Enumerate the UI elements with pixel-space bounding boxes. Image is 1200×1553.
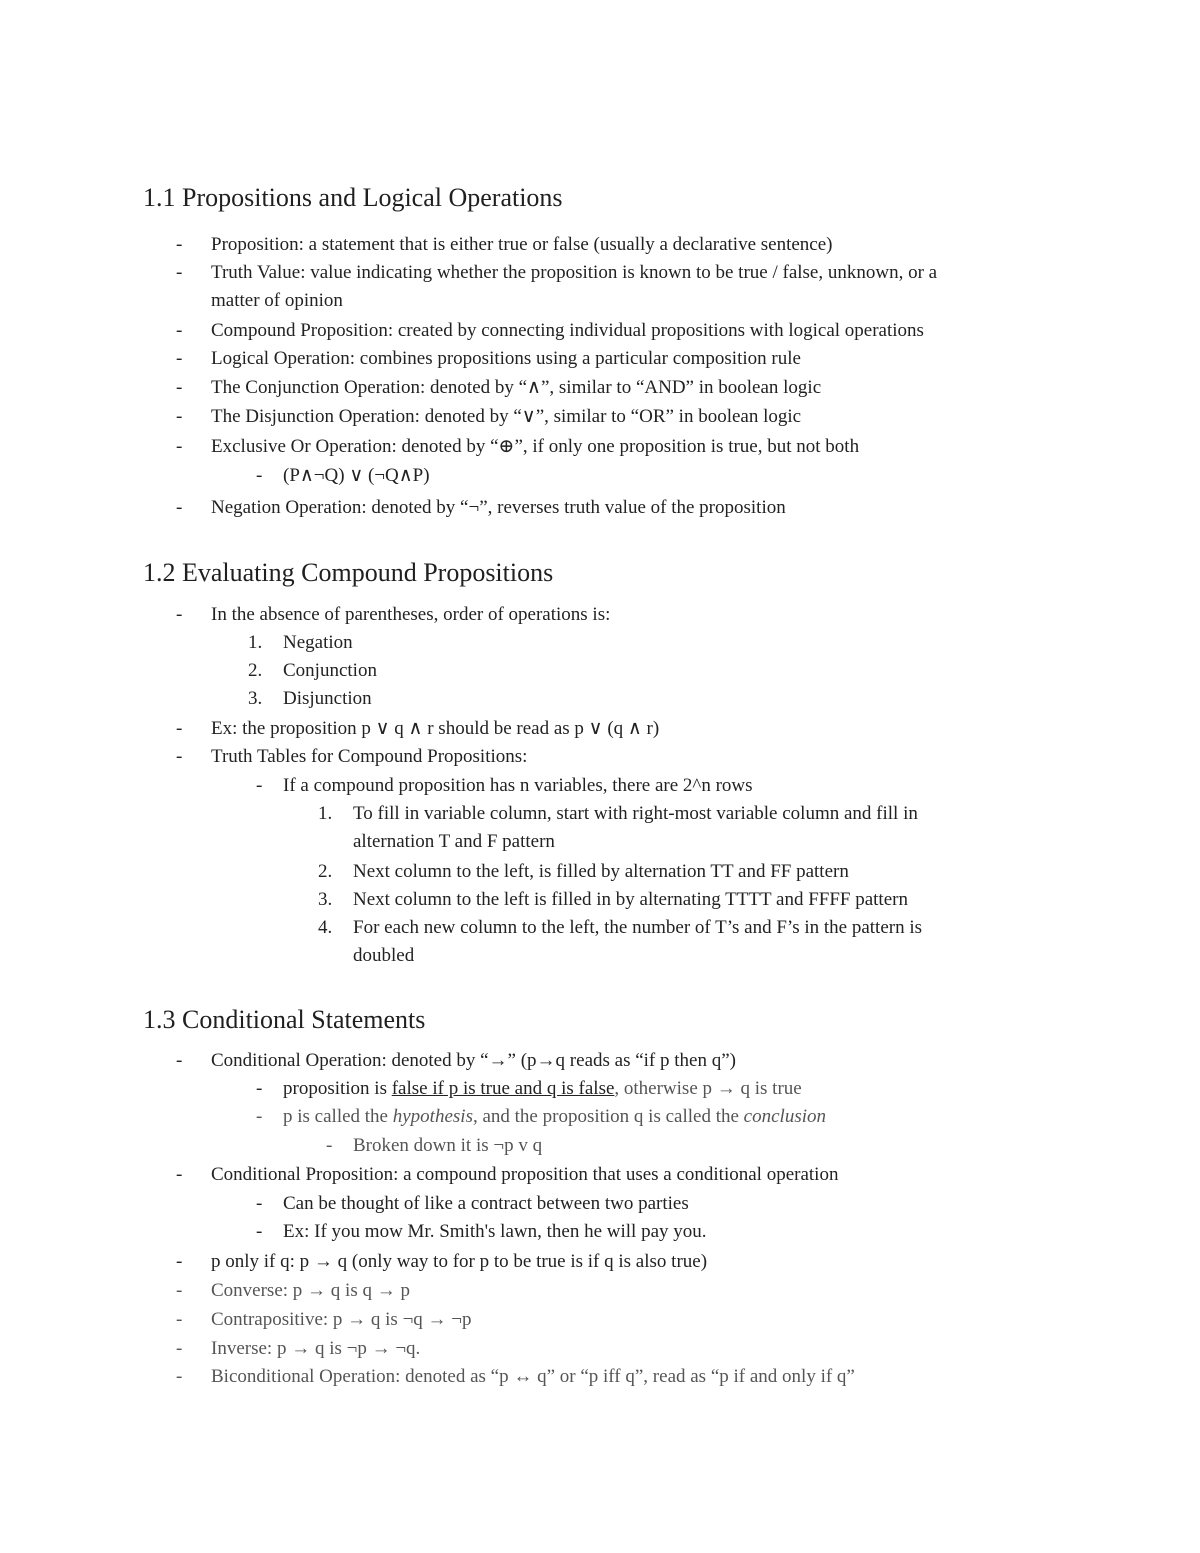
bullet-dash: - [256,1193,263,1214]
list-item-truth-value-cont: matter of opinion [211,290,343,311]
bullet-dash: - [176,1366,183,1387]
bullet-dash: - [176,377,183,398]
bullet-dash: - [176,348,183,369]
ordered-item-conjunction: Conjunction [283,660,377,681]
list-item-logical-operation: Logical Operation: combines propositions using a particular composition rule [211,348,801,369]
ordered-number: 2. [248,660,263,681]
list-item-truth-tables: Truth Tables for Compound Propositions: [211,746,528,767]
bullet-dash: - [176,746,183,767]
underlined-text: false if p is true and q is false [391,1078,615,1099]
ordered-item-next-column: Next column to the left, is filled by alternation TT and FF pattern [353,861,849,882]
list-item-contract: Can be thought of like a contract between two parties [283,1193,689,1214]
list-item-xor-formula: (P∧¬Q) ∨ (¬Q∧P) [283,465,430,486]
bullet-dash: - [176,718,183,739]
bullet-dash: - [256,775,263,796]
ordered-number: 1. [318,803,333,824]
bullet-dash: - [176,320,183,341]
ordered-item-doubled: For each new column to the left, the number of T’s and F’s in the pattern is [353,917,922,938]
list-item-contrapositive: Contrapositive: p → q is ¬q → ¬p [211,1309,472,1330]
bullet-dash: - [176,436,183,457]
list-item-proposition: Proposition: a statement that is either true or false (usually a declarative sentence) [211,234,833,255]
list-item-conditional-operation: Conditional Operation: denoted by “→” (p→q reads as “if p then q”) [211,1050,736,1071]
list-item-only-if: p only if q: p → q (only way to for p to be true is if q is also true) [211,1251,708,1272]
list-item-converse: Converse: p → q is q → p [211,1280,410,1301]
section-heading-1-2: 1.2 Evaluating Compound Propositions [143,558,554,587]
list-item-exclusive-or: Exclusive Or Operation: denoted by “⊕”, if only one proposition is true, but not both [211,436,860,457]
bullet-dash: - [256,1106,263,1127]
ordered-number: 3. [248,688,263,709]
bullet-dash: - [176,1280,183,1301]
list-item-negation: Negation Operation: denoted by “¬”, reverses truth value of the proposition [211,497,786,518]
ordered-number: 1. [248,632,263,653]
list-item-rows: If a compound proposition has n variables, there are 2^n rows [283,775,753,796]
bullet-dash: - [176,497,183,518]
ordered-item-negation: Negation [283,632,353,653]
list-item-lawn-example: Ex: If you mow Mr. Smith's lawn, then he will pay you. [283,1221,707,1242]
list-item-biconditional: Biconditional Operation: denoted as “p ↔ q” or “p iff q”, read as “p if and only if q” [211,1366,855,1387]
bullet-dash: - [256,465,263,486]
bullet-dash: - [256,1078,263,1099]
bullet-dash: - [176,1338,183,1359]
ordered-item-next-column-2: Next column to the left is filled in by alternating TTTT and FFFF pattern [353,889,908,910]
bullet-dash: - [176,406,183,427]
text-segment: p is called the [283,1106,393,1127]
text-segment: , otherwise p → q is true [614,1078,802,1099]
list-item-false-condition [283,1077,802,1101]
bullet-dash: - [176,604,183,625]
ordered-item-fill-column-cont: alternation T and F pattern [353,831,555,852]
list-item-hypothesis-conclusion [283,1105,826,1129]
bullet-dash: - [256,1221,263,1242]
list-item-example: Ex: the proposition p ∨ q ∧ r should be read as p ∨ (q ∧ r) [211,718,660,739]
list-item-order-of-operations: In the absence of parentheses, order of operations is: [211,604,611,625]
section-heading-1-3: 1.3 Conditional Statements [143,1005,426,1034]
ordered-item-doubled-cont: doubled [353,945,415,966]
bullet-dash: - [176,1164,183,1185]
ordered-item-disjunction: Disjunction [283,688,372,709]
ordered-number: 3. [318,889,333,910]
list-item-inverse: Inverse: p → q is ¬p → ¬q. [211,1338,421,1359]
bullet-dash: - [176,1050,183,1071]
list-item-conditional-proposition: Conditional Proposition: a compound proposition that uses a conditional operation [211,1164,839,1185]
list-item-compound-proposition: Compound Proposition: created by connecting individual propositions with logical operations [211,320,924,341]
list-item-broken-down: Broken down it is ¬p v q [353,1135,543,1156]
bullet-dash: - [176,1251,183,1272]
ordered-number: 4. [318,917,333,938]
text-segment: , and the proposition q is called the [472,1106,744,1127]
ordered-number: 2. [318,861,333,882]
bullet-dash: - [176,234,183,255]
section-heading-1-1: 1.1 Propositions and Logical Operations [143,183,563,212]
list-item-conjunction: The Conjunction Operation: denoted by “∧”, similar to “AND” in boolean logic [211,377,822,398]
bullet-dash: - [176,262,183,283]
ordered-item-fill-column: To fill in variable column, start with right-most variable column and fill in [353,803,918,824]
bullet-dash: - [326,1135,333,1156]
bullet-dash: - [176,1309,183,1330]
text-segment: proposition is [283,1078,392,1099]
list-item-truth-value: Truth Value: value indicating whether the proposition is known to be true / false, unknown, or a [211,262,938,283]
italic-conclusion: conclusion [743,1106,826,1127]
italic-hypothesis: hypothesis [392,1106,473,1127]
list-item-disjunction: The Disjunction Operation: denoted by “∨”, similar to “OR” in boolean logic [211,406,802,427]
